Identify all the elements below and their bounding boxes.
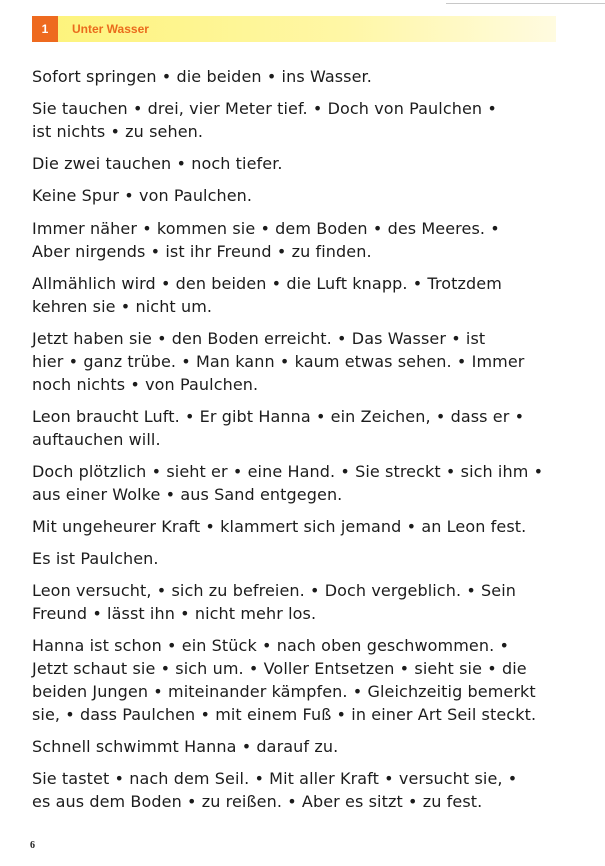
paragraph (32, 327, 524, 396)
text-line: Doch plötzlich • sieht er • eine Hand. • Sie streckt • sich ihm • (32, 462, 544, 481)
text-line: hier • ganz trübe. • Man kann • kaum etwas sehen. • Immer (32, 352, 525, 371)
text-line: Allmählich wird • den beiden • die Luft knapp. • Trotzdem (32, 274, 502, 293)
text-line: Keine Spur • von Paulchen. (32, 186, 253, 205)
text-line: Schnell schwimmt Hanna • darauf zu. (32, 737, 339, 756)
text-line: beiden Jungen • miteinander kämpfen. • Gleichzeitig bemerkt (32, 682, 536, 701)
paragraph (32, 405, 524, 451)
paragraph (32, 735, 338, 758)
chapter-header (32, 16, 556, 42)
text-line: Jetzt haben sie • den Boden erreicht. • Das Wasser • ist (32, 329, 486, 348)
text-line: Leon braucht Luft. • Er gibt Hanna • ein Zeichen, • dass er • (32, 407, 525, 426)
text-line: Die zwei tauchen • noch tiefer. (32, 154, 283, 173)
text-line: auftauchen will. (32, 430, 161, 449)
paragraph (32, 460, 543, 506)
chapter-title: Unter Wasser (72, 22, 149, 36)
text-line: Sie tastet • nach dem Seil. • Mit aller Kraft • versucht sie, • (32, 769, 518, 788)
chapter-number-badge: 1 (32, 16, 58, 42)
paragraph (32, 152, 283, 175)
paragraph (32, 217, 500, 263)
text-line: Jetzt schaut sie • sich um. • Voller Entsetzen • sieht sie • die (32, 659, 527, 678)
paragraph (32, 579, 516, 625)
paragraph (32, 634, 536, 726)
text-line: Immer näher • kommen sie • dem Boden • des Meeres. • (32, 219, 500, 238)
top-edge-rule (446, 3, 605, 4)
text-line: es aus dem Boden • zu reißen. • Aber es sitzt • zu fest. (32, 792, 483, 811)
text-line: kehren sie • nicht um. (32, 297, 213, 316)
paragraph (32, 547, 159, 570)
text-line: aus einer Wolke • aus Sand entgegen. (32, 485, 343, 504)
paragraph (32, 767, 517, 813)
text-line: ist nichts • zu sehen. (32, 122, 204, 141)
text-line: Leon versucht, • sich zu befreien. • Doch vergeblich. • Sein (32, 581, 517, 600)
text-line: Aber nirgends • ist ihr Freund • zu finden. (32, 242, 372, 261)
text-line: noch nichts • von Paulchen. (32, 375, 259, 394)
paragraph (32, 65, 372, 88)
page-number: 6 (30, 840, 35, 851)
paragraph (32, 184, 252, 207)
text-line: Sofort springen • die beiden • ins Wasser. (32, 67, 372, 86)
text-line: Sie tauchen • drei, vier Meter tief. • Doch von Paulchen • (32, 99, 497, 118)
text-line: Freund • lässt ihn • nicht mehr los. (32, 604, 317, 623)
paragraph (32, 515, 526, 538)
text-line: Es ist Paulchen. (32, 549, 159, 568)
text-line: Mit ungeheurer Kraft • klammert sich jemand • an Leon fest. (32, 517, 527, 536)
text-line: sie, • dass Paulchen • mit einem Fuß • in einer Art Seil steckt. (32, 705, 537, 724)
paragraph (32, 272, 502, 318)
paragraph (32, 97, 497, 143)
text-line: Hanna ist schon • ein Stück • nach oben geschwommen. • (32, 636, 510, 655)
